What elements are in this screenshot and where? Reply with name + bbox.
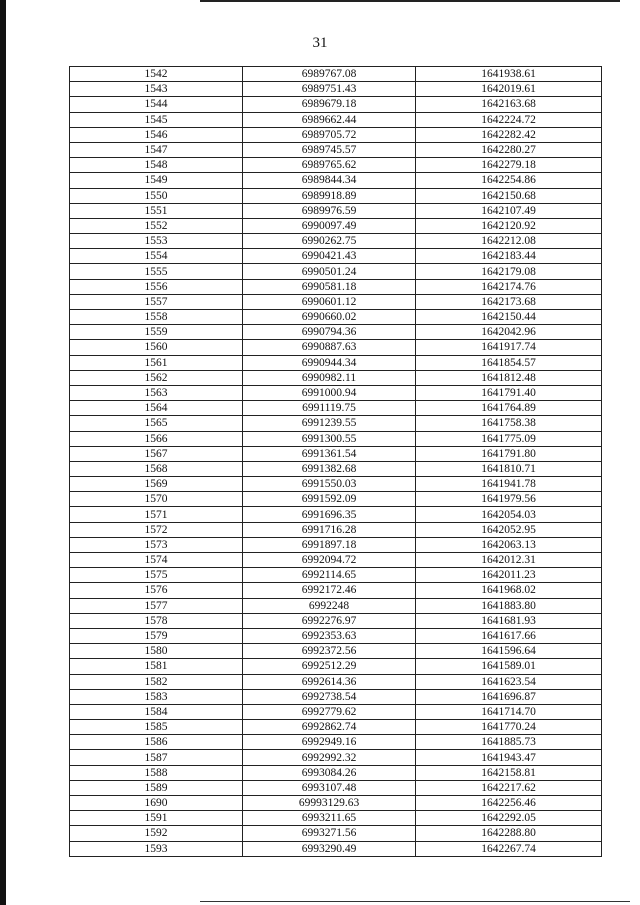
point-number-cell: 1551 (70, 203, 243, 218)
y-coordinate-cell: 1641812.48 (416, 370, 602, 385)
y-coordinate-cell: 1642052.95 (416, 522, 602, 537)
y-coordinate-cell: 1641589.01 (416, 659, 602, 674)
x-coordinate-cell: 6992276.97 (243, 613, 416, 628)
y-coordinate-cell: 1641714.70 (416, 704, 602, 719)
point-number-cell: 1547 (70, 142, 243, 157)
x-coordinate-cell: 6989745.57 (243, 142, 416, 157)
x-coordinate-cell: 6992949.16 (243, 735, 416, 750)
y-coordinate-cell: 1641810.71 (416, 461, 602, 476)
point-number-cell: 1578 (70, 613, 243, 628)
x-coordinate-cell: 6992372.56 (243, 644, 416, 659)
table-row (70, 325, 602, 340)
table-row (70, 750, 602, 765)
coordinates-table (69, 66, 602, 857)
point-number-cell: 1543 (70, 82, 243, 97)
y-coordinate-cell: 1642224.72 (416, 112, 602, 127)
x-coordinate-cell: 6992779.62 (243, 704, 416, 719)
x-coordinate-cell: 6989679.18 (243, 97, 416, 112)
table-row (70, 674, 602, 689)
x-coordinate-cell: 6993290.49 (243, 841, 416, 856)
y-coordinate-cell: 1642174.76 (416, 279, 602, 294)
y-coordinate-cell: 1642280.27 (416, 142, 602, 157)
x-coordinate-cell: 6989844.34 (243, 173, 416, 188)
x-coordinate-cell: 6989705.72 (243, 127, 416, 142)
point-number-cell: 1556 (70, 279, 243, 294)
table-row (70, 553, 602, 568)
x-coordinate-cell: 6991382.68 (243, 461, 416, 476)
y-coordinate-cell: 1641791.40 (416, 385, 602, 400)
x-coordinate-cell: 6992614.36 (243, 674, 416, 689)
x-coordinate-cell: 6991239.55 (243, 416, 416, 431)
point-number-cell: 1575 (70, 568, 243, 583)
y-coordinate-cell: 1641770.24 (416, 720, 602, 735)
y-coordinate-cell: 1642183.44 (416, 249, 602, 264)
x-coordinate-cell: 6990501.24 (243, 264, 416, 279)
y-coordinate-cell: 1641775.09 (416, 431, 602, 446)
x-coordinate-cell: 6991550.03 (243, 477, 416, 492)
point-number-cell: 1549 (70, 173, 243, 188)
x-coordinate-cell: 6991897.18 (243, 537, 416, 552)
y-coordinate-cell: 1642217.62 (416, 780, 602, 795)
point-number-cell: 1571 (70, 507, 243, 522)
table-row (70, 689, 602, 704)
point-number-cell: 1545 (70, 112, 243, 127)
x-coordinate-cell: 6990581.18 (243, 279, 416, 294)
y-coordinate-cell: 1641883.80 (416, 598, 602, 613)
table-row (70, 97, 602, 112)
table-row (70, 142, 602, 157)
y-coordinate-cell: 1641764.89 (416, 401, 602, 416)
point-number-cell: 1593 (70, 841, 243, 856)
point-number-cell: 1582 (70, 674, 243, 689)
x-coordinate-cell: 6993084.26 (243, 765, 416, 780)
point-number-cell: 1567 (70, 446, 243, 461)
x-coordinate-cell: 6993107.48 (243, 780, 416, 795)
y-coordinate-cell: 1641623.54 (416, 674, 602, 689)
y-coordinate-cell: 1641885.73 (416, 735, 602, 750)
y-coordinate-cell: 1642063.13 (416, 537, 602, 552)
y-coordinate-cell: 1642173.68 (416, 294, 602, 309)
point-number-cell: 1561 (70, 355, 243, 370)
x-coordinate-cell: 6990262.75 (243, 234, 416, 249)
table-row (70, 279, 602, 294)
point-number-cell: 1574 (70, 553, 243, 568)
table-row (70, 127, 602, 142)
point-number-cell: 1550 (70, 188, 243, 203)
point-number-cell: 1542 (70, 67, 243, 82)
table-row (70, 355, 602, 370)
point-number-cell: 1584 (70, 704, 243, 719)
x-coordinate-cell: 6991696.35 (243, 507, 416, 522)
point-number-cell: 1588 (70, 765, 243, 780)
table-row (70, 704, 602, 719)
point-number-cell: 1690 (70, 796, 243, 811)
y-coordinate-cell: 1642163.68 (416, 97, 602, 112)
point-number-cell: 1560 (70, 340, 243, 355)
table-row (70, 158, 602, 173)
point-number-cell: 1576 (70, 583, 243, 598)
table-row (70, 173, 602, 188)
x-coordinate-cell: 6991300.55 (243, 431, 416, 446)
point-number-cell: 1572 (70, 522, 243, 537)
x-coordinate-cell: 6990982.11 (243, 370, 416, 385)
table-row (70, 644, 602, 659)
y-coordinate-cell: 1641617.66 (416, 628, 602, 643)
point-number-cell: 1591 (70, 811, 243, 826)
table-row (70, 811, 602, 826)
table-row (70, 537, 602, 552)
x-coordinate-cell: 6990944.34 (243, 355, 416, 370)
point-number-cell: 1579 (70, 628, 243, 643)
x-coordinate-cell: 6991716.28 (243, 522, 416, 537)
y-coordinate-cell: 1642288.80 (416, 826, 602, 841)
scan-border-bottom (200, 901, 630, 902)
point-number-cell: 1570 (70, 492, 243, 507)
y-coordinate-cell: 1642120.92 (416, 218, 602, 233)
point-number-cell: 1583 (70, 689, 243, 704)
x-coordinate-cell: 6992172.46 (243, 583, 416, 598)
table-row (70, 613, 602, 628)
point-number-cell: 1562 (70, 370, 243, 385)
table-row (70, 340, 602, 355)
table-row (70, 659, 602, 674)
point-number-cell: 1580 (70, 644, 243, 659)
y-coordinate-cell: 1642019.61 (416, 82, 602, 97)
point-number-cell: 1573 (70, 537, 243, 552)
x-coordinate-cell: 6989765.62 (243, 158, 416, 173)
table-row (70, 735, 602, 750)
table-row (70, 188, 602, 203)
table-row (70, 568, 602, 583)
table-row (70, 796, 602, 811)
table-row (70, 431, 602, 446)
table-row (70, 203, 602, 218)
x-coordinate-cell: 69993129.63 (243, 796, 416, 811)
x-coordinate-cell: 6991361.54 (243, 446, 416, 461)
y-coordinate-cell: 1642107.49 (416, 203, 602, 218)
point-number-cell: 1544 (70, 97, 243, 112)
table-row (70, 628, 602, 643)
point-number-cell: 1589 (70, 780, 243, 795)
x-coordinate-cell: 6992738.54 (243, 689, 416, 704)
table-row (70, 310, 602, 325)
point-number-cell: 1581 (70, 659, 243, 674)
y-coordinate-cell: 1641938.61 (416, 67, 602, 82)
x-coordinate-cell: 6992094.72 (243, 553, 416, 568)
y-coordinate-cell: 1642158.81 (416, 765, 602, 780)
y-coordinate-cell: 1642267.74 (416, 841, 602, 856)
coordinates-table-body (70, 67, 602, 857)
y-coordinate-cell: 1641758.38 (416, 416, 602, 431)
table-row (70, 401, 602, 416)
table-row (70, 507, 602, 522)
y-coordinate-cell: 1642150.44 (416, 310, 602, 325)
x-coordinate-cell: 6992353.63 (243, 628, 416, 643)
point-number-cell: 1565 (70, 416, 243, 431)
y-coordinate-cell: 1641854.57 (416, 355, 602, 370)
table-row (70, 370, 602, 385)
x-coordinate-cell: 6990887.63 (243, 340, 416, 355)
y-coordinate-cell: 1641596.64 (416, 644, 602, 659)
table-row (70, 765, 602, 780)
y-coordinate-cell: 1642292.05 (416, 811, 602, 826)
point-number-cell: 1566 (70, 431, 243, 446)
point-number-cell: 1552 (70, 218, 243, 233)
table-row (70, 416, 602, 431)
y-coordinate-cell: 1642212.08 (416, 234, 602, 249)
x-coordinate-cell: 6991592.09 (243, 492, 416, 507)
x-coordinate-cell: 6992992.32 (243, 750, 416, 765)
point-number-cell: 1563 (70, 385, 243, 400)
y-coordinate-cell: 1642179.08 (416, 264, 602, 279)
table-row (70, 82, 602, 97)
point-number-cell: 1559 (70, 325, 243, 340)
point-number-cell: 1585 (70, 720, 243, 735)
table-row (70, 294, 602, 309)
x-coordinate-cell: 6990421.43 (243, 249, 416, 264)
point-number-cell: 1548 (70, 158, 243, 173)
table-row (70, 477, 602, 492)
table-row (70, 461, 602, 476)
point-number-cell: 1558 (70, 310, 243, 325)
x-coordinate-cell: 6991000.94 (243, 385, 416, 400)
table-row (70, 264, 602, 279)
table-row (70, 780, 602, 795)
point-number-cell: 1577 (70, 598, 243, 613)
table-row (70, 112, 602, 127)
table-row (70, 67, 602, 82)
point-number-cell: 1564 (70, 401, 243, 416)
point-number-cell: 1554 (70, 249, 243, 264)
scan-border-top (200, 0, 620, 2)
x-coordinate-cell: 6991119.75 (243, 401, 416, 416)
x-coordinate-cell: 6989767.08 (243, 67, 416, 82)
x-coordinate-cell: 6992512.29 (243, 659, 416, 674)
x-coordinate-cell: 6992248 (243, 598, 416, 613)
point-number-cell: 1555 (70, 264, 243, 279)
table-row (70, 218, 602, 233)
table-row (70, 826, 602, 841)
y-coordinate-cell: 1641943.47 (416, 750, 602, 765)
x-coordinate-cell: 6989976.59 (243, 203, 416, 218)
y-coordinate-cell: 1642054.03 (416, 507, 602, 522)
x-coordinate-cell: 6993211.65 (243, 811, 416, 826)
point-number-cell: 1568 (70, 461, 243, 476)
x-coordinate-cell: 6989918.89 (243, 188, 416, 203)
y-coordinate-cell: 1641917.74 (416, 340, 602, 355)
x-coordinate-cell: 6989751.43 (243, 82, 416, 97)
x-coordinate-cell: 6990097.49 (243, 218, 416, 233)
point-number-cell: 1587 (70, 750, 243, 765)
table-row (70, 234, 602, 249)
scan-border-left (0, 0, 6, 905)
y-coordinate-cell: 1642042.96 (416, 325, 602, 340)
y-coordinate-cell: 1641941.78 (416, 477, 602, 492)
y-coordinate-cell: 1642254.86 (416, 173, 602, 188)
y-coordinate-cell: 1641696.87 (416, 689, 602, 704)
table-row (70, 522, 602, 537)
y-coordinate-cell: 1641968.02 (416, 583, 602, 598)
table-row (70, 841, 602, 856)
x-coordinate-cell: 6990660.02 (243, 310, 416, 325)
x-coordinate-cell: 6990601.12 (243, 294, 416, 309)
x-coordinate-cell: 6989662.44 (243, 112, 416, 127)
table-row (70, 385, 602, 400)
y-coordinate-cell: 1641791.80 (416, 446, 602, 461)
table-row (70, 446, 602, 461)
table-row (70, 492, 602, 507)
page-number: 31 (312, 35, 328, 51)
y-coordinate-cell: 1642282.42 (416, 127, 602, 142)
table-row (70, 583, 602, 598)
table-row (70, 249, 602, 264)
point-number-cell: 1586 (70, 735, 243, 750)
x-coordinate-cell: 6992114.65 (243, 568, 416, 583)
y-coordinate-cell: 1642150.68 (416, 188, 602, 203)
y-coordinate-cell: 1641681.93 (416, 613, 602, 628)
point-number-cell: 1557 (70, 294, 243, 309)
y-coordinate-cell: 1641979.56 (416, 492, 602, 507)
point-number-cell: 1546 (70, 127, 243, 142)
point-number-cell: 1592 (70, 826, 243, 841)
table-row (70, 720, 602, 735)
x-coordinate-cell: 6992862.74 (243, 720, 416, 735)
y-coordinate-cell: 1642011.23 (416, 568, 602, 583)
x-coordinate-cell: 6993271.56 (243, 826, 416, 841)
x-coordinate-cell: 6990794.36 (243, 325, 416, 340)
y-coordinate-cell: 1642279.18 (416, 158, 602, 173)
y-coordinate-cell: 1642012.31 (416, 553, 602, 568)
y-coordinate-cell: 1642256.46 (416, 796, 602, 811)
table-row (70, 598, 602, 613)
point-number-cell: 1553 (70, 234, 243, 249)
point-number-cell: 1569 (70, 477, 243, 492)
